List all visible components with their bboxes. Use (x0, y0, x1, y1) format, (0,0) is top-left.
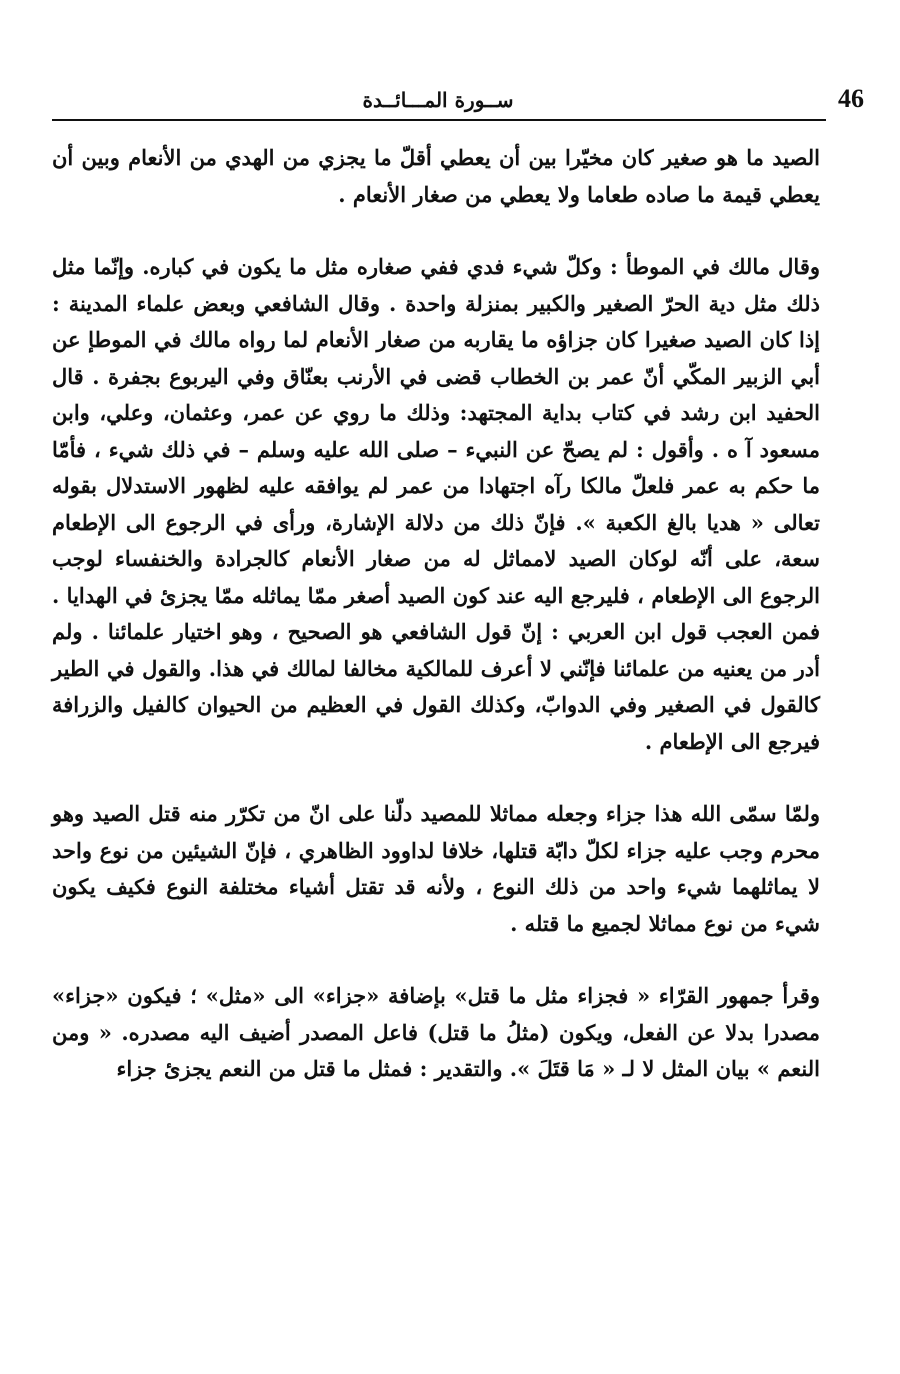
paragraph-gap (52, 213, 820, 249)
header-rule (52, 119, 826, 121)
page-number: 46 (838, 84, 864, 113)
paragraph-4: وقرأ جمهور القرّاء « فجزاء مثل ما قتل» بإضافة «جزاء» الى «مثل» ؛ فيكون «جزاء» مصدرا بدلا عن الفعل، ويكون (مثلُ ما قتل) فاعل المصدر أضيف اليه مصدره. « ومن النعم » بيان المثل لا لـ « مَا قتَلَ ». والتقدير : فمثل ما قتل من النعم يجزئ جزاء (52, 983, 820, 1081)
running-title: ســورة المـــائــدة (362, 88, 514, 112)
paragraph-gap (52, 760, 820, 796)
paragraph-1: الصيد ما هو صغير كان مخيّرا بين أن يعطي أقلّ ما يجزي من الهدي من الأنعام وبين أن يعطي قيمة ما صاده طعاما ولا يعطي من صغار الأنعام . (52, 145, 820, 207)
paragraph-gap (52, 942, 820, 978)
body-text (52, 140, 820, 1088)
page-header (52, 80, 864, 120)
paragraph-3: ولمّا سمّى الله هذا جزاء وجعله مماثلا للمصيد دلّنا على انّ من تكرّر منه قتل الصيد وهو محرم وجب عليه جزاء لكلّ دابّة قتلها، خلافا لداوود الظاهري ، فإنّ الشيئين من نوع واحد لا يماثلهما شيء واحد من ذلك النوع ، ولأنه قد تقتل أشياء مختلفة النوع فكيف يكون شيء من نوع مماثلا لجميع ما قتله . (52, 801, 820, 936)
paragraph-2: وقال مالك في الموطأ : وكلّ شيء فدي ففي صغاره مثل ما يكون في كباره. وإنّما مثل ذلك مثل دية الحرّ الصغير والكبير بمنزلة واحدة . وقال الشافعي وبعض علماء المدينة : إذا كان الصيد صغيرا كان جزاؤه ما يقاربه من صغار الأنعام لما رواه مالك في الموطإ عن أبي الزبير المكّي أنّ عمر بن الخطاب قضى في الأرنب بعنّاق وفي اليربوع بجفرة . قال الحفيد ابن رشد في كتاب بداية المجتهد: وذلك ما روي عن عمر، وعثمان، وعلي، وابن مسعود آ ه . وأقول : لم يصحّ عن النبيء – صلى الله عليه وسلم – في ذلك شيء ، فأمّا ما حكم به عمر فلعلّ مالكا رآه اجتهادا من عمر لم يوافقه عليه لظهور الاستدلال بقوله تعالى « هديا بالغ الكعبة ». فإنّ ذلك من دلالة الإشارة، ورأى في الرجوع الى الإطعام سعة، على أنّه لوكان الصيد لامماثل له من صغار الأنعام كالجرادة والخنفساء لوجب الرجوع الى الإطعام ، فليرجع اليه عند كون الصيد أصغر ممّا يماثله ممّا يجزئ في الهدايا . فمن العجب قول ابن العربي : إنّ قول الشافعي هو الصحيح ، وهو اختيار علمائنا . ولم أدر من يعنيه من علمائنا فإنّني لا أعرف للمالكية مخالفا لمالك في هذا. والقول في الطير كالقول في الصغير وفي الدوابّ، وكذلك القول في العظيم من الحيوان كالفيل والزرافة فيرجع الى الإطعام . (52, 254, 820, 754)
